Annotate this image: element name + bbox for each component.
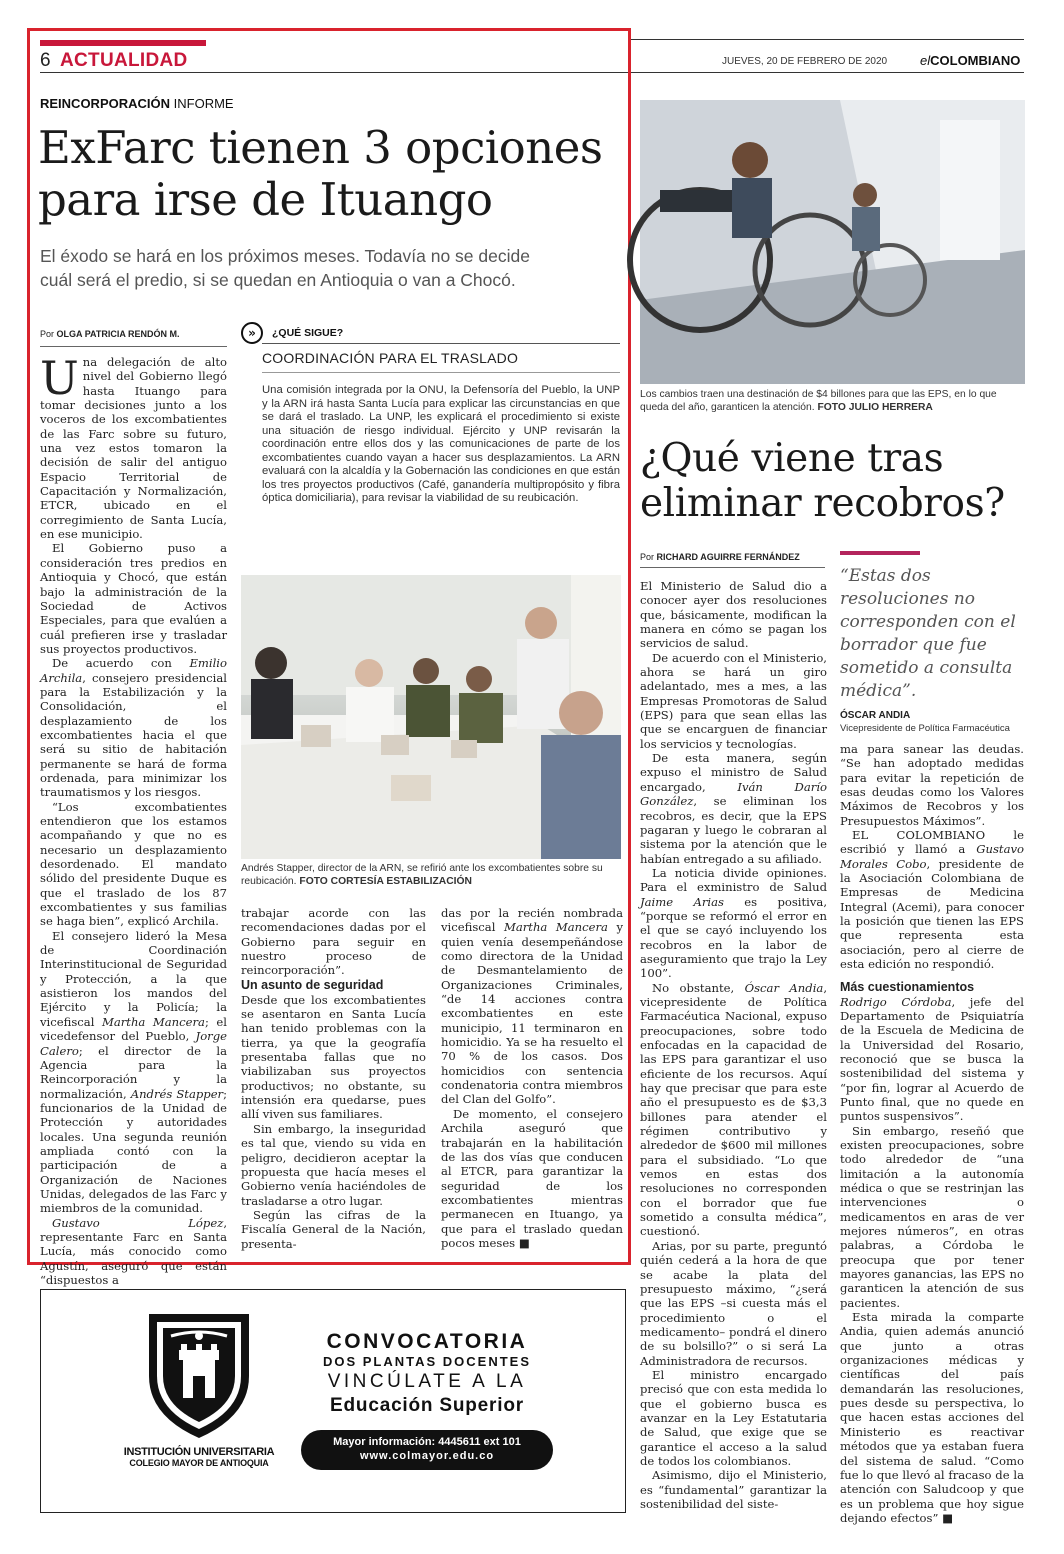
brand-prefix: el — [920, 53, 931, 68]
text-run: , consejero presidencial para la Estabilización y la Consolidación, el desplazamiento de los excombatientes hacia el que será su sitio de habitación permanente se hará de forma ordenada, para minimizar los traumatismos y los riesgos. — [40, 670, 227, 800]
meeting-photo — [241, 575, 621, 859]
ad-phone: Mayor información: 4445611 ext 101 — [333, 1436, 521, 1448]
colA-paragraph-7: El ministro encargado precisó que con esta medida lo que el gobierno busca es avanzar en la Ley Estatutaria de Salud, que exige que se garantice el acceso a la salud de todos los colombianos. — [640, 1367, 827, 1468]
person-name: Andrés Stapper — [130, 1086, 224, 1101]
person-name: Gustavo López — [52, 1215, 224, 1230]
caption-text: Andrés Stapper, director de la ARN, se refirió ante los excombatientes sobre su reubicación. — [241, 863, 603, 887]
dek-line-1: El éxodo se hará en los próximos meses. Todavía no se decide — [40, 246, 530, 266]
headline-line-1: ¿Qué viene tras — [640, 436, 944, 481]
text-run: EL COLOMBIANO le escribió y llamó a — [840, 828, 1024, 857]
colA-paragraph-2: De acuerdo con el Ministerio, ahora se hará un giro adelantado, mes a mes, a las Empresas Promotoras de Salud (EPS) para que sean ellas las que se encarguen de financiar los servicios y tecnologías. — [640, 650, 827, 751]
kicker-light: INFORME — [173, 96, 234, 111]
ad-line-1: CONVOCATORIA — [326, 1330, 528, 1353]
colA-paragraph-8: Asimismo, dijo el Ministerio, es “fundamental” garantizar la sostenibilidad del siste- — [640, 1468, 827, 1511]
box-body-text: Una comisión integrada por la ONU, la Defensoría del Pueblo, la UNP y la ARN irá hasta Santa Lucía para explicar las circunstancias en que se dará el traslado. La UNP, les explicará el procedimiento si existe una situación de riesgo individual. Ejército y UNP revisarán la coordinación entre ellos dos y las comunicaciones de parte de los excombatientes cuando vayan a hacer sus desplazamientos. La ARN evaluará con la alcaldía y la Gobernación las condiciones en que están los tres proyectos productivos (Café, ganandería multipropósito y fibra óptica domiciliaria), para revisar la viabilidad de su reubicación. — [262, 384, 620, 505]
photo-credit: FOTO JULIO HERRERA — [817, 401, 933, 413]
person-name: Martha Mancera — [101, 1014, 205, 1029]
end-mark: ■ — [942, 1510, 954, 1525]
person-name: Gustavo Morales Cobo — [840, 842, 1025, 871]
institution-name — [99, 1447, 299, 1469]
ad-line-4: Educación Superior — [330, 1395, 524, 1416]
box-rule-mid — [262, 372, 620, 373]
box-title: COORDINACIÓN PARA EL TRASLADO — [262, 350, 519, 366]
text-run: , representante Farc en Santa Lucía, más conocido como Agustín, aseguró que están “dispuestos a — [40, 1215, 227, 1287]
colB-subhead: Más cuestionamientos — [840, 979, 975, 994]
text-run: De esta manera, según expuso el ministro de Salud encargado, — [640, 751, 827, 794]
article1-column-1 — [40, 351, 228, 1287]
col3-paragraph-1 — [441, 906, 623, 1107]
brand-name: COLOMBIANO — [930, 53, 1021, 68]
article1-column-3 — [441, 906, 623, 1256]
person-name: Iván Darío González — [640, 779, 827, 809]
text-run: es positiva, “porque se reformó el error en el que se cayó incluyendo los recobros en la labor de aseguramiento que trajo la Ley 100”. — [640, 894, 828, 981]
que-sigue-icon: » — [241, 322, 263, 344]
wheelchairs-photo-illustration — [640, 100, 1025, 384]
advertisement — [40, 1289, 626, 1513]
col3-paragraph-2 — [441, 1107, 623, 1250]
article1-dek — [40, 244, 530, 292]
ad-line-3: VINCÚLATE A LA — [327, 1371, 527, 1392]
col1-paragraph-2: El Gobierno puso a consideración tres predios en Antioquia y Chocó, que están bajo la administración de la Sociedad de Activos Especiales, para que evalúen a cuál prefieren irse y trasladar sus proyectos productivos. — [40, 541, 227, 656]
colB-paragraph-2 — [840, 828, 1024, 971]
meeting-photo-illustration — [241, 575, 621, 859]
article2-column-a — [640, 579, 827, 1514]
text-run: Esta mirada la comparte Andia, quien además anunció que junto a otras organizaciones médicas y científicas del país demandarán las resoluciones, pues desde su perspectiva, lo que hacen estas acciones del Ministerio es reactivar métodos que ya estaban fuera del sistema de salud. “Como fue lo que llevó al fracaso de la atención con Saludcoop y que es un problema que hoy sigue dejando efectos” — [840, 1310, 1024, 1525]
person-name: Emilio Archila — [40, 656, 227, 685]
end-mark: ■ — [518, 1235, 530, 1250]
text-run: ; el vicedefensor del Pueblo, — [40, 1014, 227, 1044]
pull-quote-rule — [840, 551, 920, 555]
dropcap-letter: U — [40, 351, 79, 405]
col2-paragraph-2: Desde que los excombatientes se asentaron en Santa Lucía han tenido problemas con la tierra, ya que la geografía presentaba fallas que no viabilizaban sus proyectos productivos; no obstante, su intensión era quedarse, pues allí viven sus familiares. — [241, 992, 426, 1122]
col1-paragraph-6 — [40, 1216, 227, 1288]
colA-paragraph-3 — [640, 751, 827, 866]
text-run: , vicepresidente de Política Farmacéutica Nacional, expuso preocupaciones, sobre todo enfocadas en la capacidad de las EPS para garantizar el uso eficiente de los recursos. Aquí hay que precisar que para este año el presupuesto es de $3,3 billones para atender el régimen contributivo y alrededor de $600 mil millones para el subsidiado. “Lo que vemos en estas dos resoluciones no corresponden con el borrador que fue sometido a consulta médica”, cuestionó. — [640, 980, 827, 1239]
text-run: y quien venía desempeñándose como directora de la Unidad de Desmantelamiento de Organizaciones Criminales, “de 14 acciones contra excombatientes en este municipio, 11 terminaron en homicidio. Ya se ha resuelto el 70 % de los casos. Dos homicidios con sentencia condenatoria contra miembros del Clan del Golfo”. — [441, 920, 623, 1107]
article1-headline — [38, 122, 602, 226]
text-run: ; funcionarios de la Unidad de Protección y autoridades locales. Una segunda reunión ampliada contó con la participación de a Organización de Naciones Unidas, delegados de las Farc y miembros de la comunidad. — [40, 1086, 228, 1216]
header-rule-top-right — [630, 39, 1024, 40]
col2-paragraph-4: Según las cifras de la Fiscalía General de la Nación, presenta- — [241, 1207, 426, 1251]
institution-line-1: INSTITUCIÓN UNIVERSITARIA — [123, 1446, 275, 1458]
article1-kicker — [40, 96, 234, 111]
ad-headline — [299, 1330, 555, 1418]
institution-shield-icon — [141, 1306, 257, 1444]
person-name: Óscar Andia — [744, 980, 824, 995]
text-run: ; el director de la Agencia para la Reincorporación y la normalización, — [40, 1043, 227, 1101]
headline-line-2: para irse de Ituango — [38, 173, 493, 226]
colB-paragraph-3 — [840, 995, 1024, 1124]
text-run: La noticia divide opiniones. Para el exministro de Salud — [640, 865, 827, 895]
article2-headline — [640, 436, 1005, 526]
person-name: Jorge Calero — [40, 1029, 227, 1058]
colB-paragraph-5 — [840, 1310, 1024, 1525]
text-run: No obstante, — [652, 980, 735, 995]
photo-credit: FOTO CORTESÍA ESTABILIZACIÓN — [299, 875, 472, 887]
article2-column-b — [840, 742, 1025, 1525]
meeting-photo-caption — [241, 863, 621, 888]
byline-rule — [40, 346, 227, 347]
institution-line-2: COLEGIO MAYOR DE ANTIOQUIA — [129, 1458, 269, 1468]
col1-paragraph-1: na delegación de alto nivel del Gobierno llegó hasta Ituango para tomar decisiones junto a los voceros de los excombatientes de las Farc sobre su futuro, una vez estos tomaron la decisión de salir del antiguo Espacio Territorial de Capacitación y Normalización, ETCR, ubicado en el corregimiento de Santa Lucía, en ese municipio. — [40, 355, 227, 542]
article1-byline — [40, 329, 180, 339]
pull-quote: “Estas dos resoluciones no corresponden con el borrador que fue sometido a consulta médica”. — [840, 566, 1016, 701]
wheelchairs-photo — [640, 100, 1025, 384]
colB-paragraph-1: ma para sanear las deudas. “Se han adoptado medidas para evitar la repetición de esas deudas como los Valores Máximos de Recobros y los Presupuestos Máximos”. — [840, 742, 1024, 828]
colB-paragraph-4: Sin embargo, reseñó que existen preocupaciones, sobre todo alrededor de “una limitación a la autonomía médica o que se restrinjan las intervenciones o medicamentos en aras de ver mejores números”, en otras palabras, a Córdoba le preocupa que por tener mayores ganancias, las EPS no garanticen la atención de sus pacientes. — [840, 1123, 1024, 1310]
box-rule-top — [262, 343, 620, 344]
person-name: Rodrigo Córdoba — [840, 994, 952, 1009]
col1-paragraph-4: “Los excombatientes entendieron que los estamos acompañando y que no es necesario un desplazamiento desordenado. El mandato sólido del presidente Duque es que el traslado de los 87 excombatientes y sus familias se haga bien”, explicó Archila. — [40, 799, 227, 929]
article1-column-2 — [241, 906, 426, 1256]
col2-paragraph-1: trabajar acorde con las recomendaciones dadas por el Gobierno para seguir en nuestro proceso de reincorporación”. — [241, 906, 426, 978]
issue-date: JUEVES, 20 DE FEBRERO DE 2020 — [722, 56, 888, 67]
text-run: , presidente de la Asociación Colombiana de Empresas de Medicina Integral (Acemi), para conocer la posición que tienen las EPS que representa esta asociación, pero al cierre de esta edición no respondió. — [840, 856, 1025, 972]
colA-paragraph-6: Arias, por su parte, preguntó quién cederá a la hora de que se acabe la plata del presupuesto máximo, “¿será que las EPS –si cuesta más el procedimiento o el medicamento– pondrá el dinero de su bolsillo?” o si será La Administradora de recursos. — [640, 1238, 827, 1368]
col1-paragraph-5 — [40, 929, 227, 1216]
page-number: 6 — [40, 50, 51, 71]
person-name: Jaime Arias — [640, 894, 724, 909]
col2-paragraph-3: Sin embargo, la inseguridad es tal que, viendo su vida en peligro, decidieron aceptar la propuesta que hacía meses el Gobierno venía haciéndoles de trasladarse a otro lugar. — [241, 1121, 426, 1208]
text-run: De acuerdo con — [52, 656, 172, 671]
que-sigue-kicker: ¿QUÉ SIGUE? — [272, 327, 344, 339]
text-run: , jefe del Departamento de Psiquiatría de la Escuela de Medicina de la Universidad del Rosario, reconoció que se busca la sostenibilidad del sistema y “por fin, lograr al Acuerdo de Punto final, que no quede en puntos suspensivos”. — [840, 994, 1024, 1124]
brand-logo — [920, 53, 1020, 68]
headline-line-2: eliminar recobros? — [640, 481, 1005, 526]
text-run: , se eliminan los recobros, es decir, que la EPS pagaran y luego le cobraran al sistema por la atención que le habían entregado a su afiliado. — [640, 794, 827, 866]
person-name: Martha Mancera — [503, 920, 608, 935]
byline-prefix: Por — [40, 329, 55, 339]
byline-name: RICHARD AGUIRRE FERNÁNDEZ — [656, 552, 800, 562]
text-run: De momento, el consejero Archila aseguró que trabajarán en la habilitación de las dos vías que conducen al ETCR, para garantizar la seguridad de los excombatientes mientras permanecen en Ituango, ya que para el traslado quedan pocos meses — [441, 1106, 623, 1250]
article2-byline — [640, 552, 800, 562]
text-run: El consejero lideró la Mesa de Coordinación Interinstitucional de Seguridad y Protección, a la que asistieron los mandos del Ejército y la Policía; la vicefiscal — [40, 928, 227, 1029]
colA-paragraph-4 — [640, 866, 827, 981]
colA-paragraph-1: El Ministerio de Salud dio a conocer ayer dos resoluciones que, básicamente, modifican la manera en cómo se pagan los servicios de salud. — [640, 579, 827, 651]
headline-line-1: ExFarc tienen 3 opciones — [38, 121, 603, 174]
wheelchairs-photo-caption — [640, 389, 1025, 414]
caption-text: Los cambios traen una destinación de $4 billones para que las EPS, en lo que queda del año, garanticen la atención. — [640, 389, 997, 413]
section-label: ACTUALIDAD — [60, 50, 188, 71]
byline-name: OLGA PATRICIA RENDÓN M. — [56, 329, 180, 339]
col1-paragraph-3 — [40, 656, 227, 799]
byline-prefix: Por — [640, 552, 655, 562]
quote-author: ÓSCAR ANDIA — [840, 710, 911, 721]
ad-info-pill — [301, 1430, 553, 1470]
dek-line-2: cuál será el predio, si se quedan en Antioquia o van a Chocó. — [40, 270, 516, 290]
byline-rule — [640, 567, 825, 568]
kicker-bold: REINCORPORACIÓN — [40, 96, 171, 111]
ad-line-2: DOS PLANTAS DOCENTES — [322, 1354, 532, 1369]
text-run: das por la recién nombrada vicefiscal — [441, 906, 623, 935]
ad-url[interactable]: www.colmayor.edu.co — [359, 1450, 495, 1462]
col2-subhead: Un asunto de seguridad — [241, 977, 384, 992]
colA-paragraph-5 — [640, 981, 827, 1239]
quote-author-role: Vicepresidente de Política Farmacéutica — [840, 723, 1010, 734]
